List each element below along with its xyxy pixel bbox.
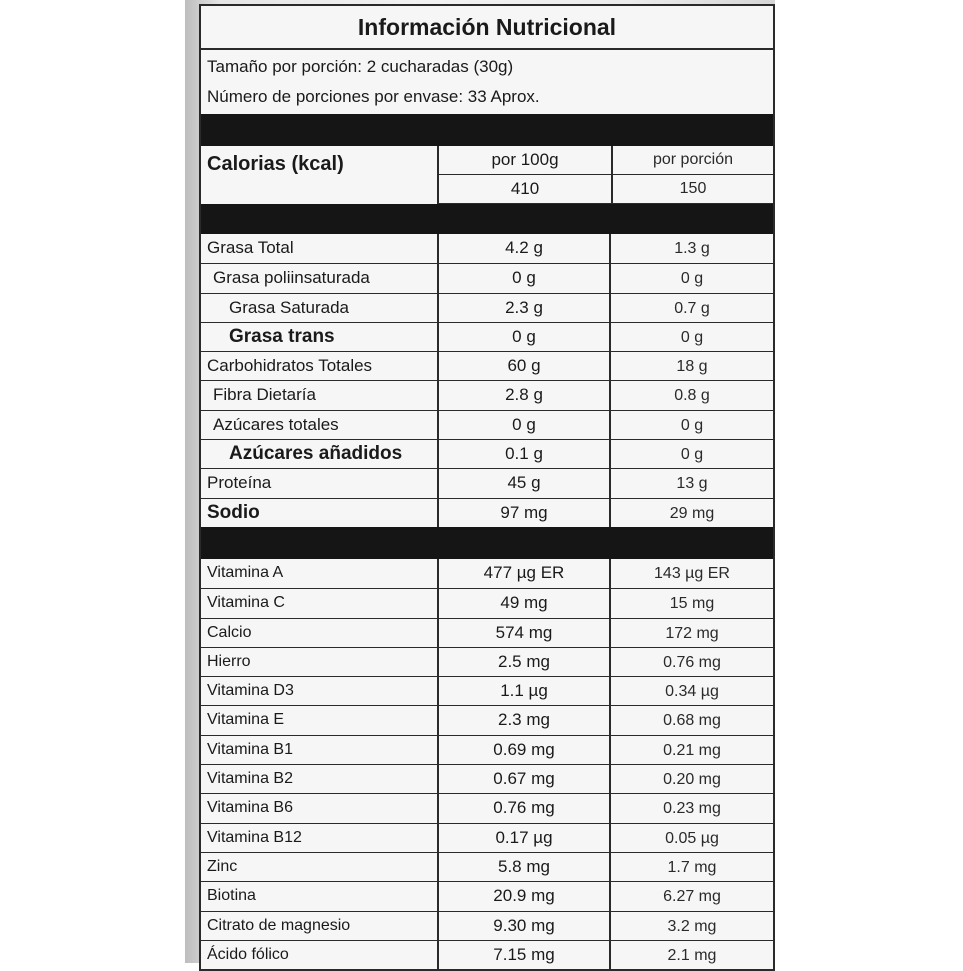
nutrient-name: Proteína <box>201 469 439 497</box>
value-per-portion: 0.20 mg <box>663 771 721 789</box>
value-per-portion: 18 g <box>676 358 708 376</box>
value-per-portion: 0.7 g <box>674 299 710 317</box>
table-row <box>201 881 773 910</box>
nutrient-name: Grasa poliinsaturada <box>201 264 439 292</box>
nutrient-name: Grasa Saturada <box>201 294 439 322</box>
per-100g-header: por 100g <box>439 146 611 175</box>
value-per-portion: 0.34 µg <box>665 683 719 701</box>
separator-bar <box>201 527 773 559</box>
value-per-100g: 0.69 mg <box>439 736 611 764</box>
value-per-100g: 0.67 mg <box>439 765 611 793</box>
table-row <box>201 263 773 292</box>
value-per-100g: 0 g <box>439 264 611 292</box>
table-row <box>201 410 773 439</box>
value-per-100g: 60 g <box>439 352 611 380</box>
value-per-100g: 49 mg <box>439 589 611 617</box>
value-per-100g: 45 g <box>439 469 611 497</box>
calories-100g-column <box>439 146 613 204</box>
value-per-100g: 1.1 µg <box>439 677 611 705</box>
value-per-100g: 2.3 mg <box>439 706 611 734</box>
nutrient-name: Hierro <box>201 648 439 676</box>
value-per-portion: 143 µg ER <box>654 564 730 582</box>
table-row <box>201 676 773 705</box>
calories-row <box>201 146 773 204</box>
nutrient-name: Azúcares añadidos <box>201 440 439 468</box>
table-row <box>201 439 773 468</box>
per-portion-header: por porción <box>613 146 773 175</box>
table-row <box>201 793 773 822</box>
nutrient-name: Calcio <box>201 619 439 647</box>
nutrient-name: Vitamina B6 <box>201 794 439 822</box>
value-per-100g: 574 mg <box>439 619 611 647</box>
value-per-portion: 0.23 mg <box>663 800 721 818</box>
vitamins-section <box>201 559 773 969</box>
serving-size: Tamaño por porción: 2 cucharadas (30g) <box>207 57 514 76</box>
servings-per-container: Número de porciones por envase: 33 Aprox. <box>207 87 540 106</box>
table-row <box>201 852 773 881</box>
nutrient-name: Biotina <box>201 882 439 910</box>
table-row <box>201 940 773 969</box>
calories-portion-column <box>613 146 773 204</box>
value-per-100g: 2.8 g <box>439 381 611 409</box>
table-row <box>201 823 773 852</box>
nutrient-name: Grasa Total <box>201 234 439 263</box>
table-row <box>201 498 773 527</box>
nutrient-name: Vitamina B12 <box>201 824 439 852</box>
table-row <box>201 380 773 409</box>
value-per-portion: 3.2 mg <box>667 917 717 935</box>
table-row <box>201 293 773 322</box>
table-row <box>201 911 773 940</box>
nutrient-name: Vitamina A <box>201 559 439 588</box>
value-per-100g: 0 g <box>439 411 611 439</box>
table-row <box>201 705 773 734</box>
nutrient-name: Grasa trans <box>201 323 439 351</box>
table-row <box>201 322 773 351</box>
nutrient-name: Vitamina E <box>201 706 439 734</box>
value-per-100g: 0.76 mg <box>439 794 611 822</box>
table-row <box>201 234 773 263</box>
value-per-100g: 0 g <box>439 323 611 351</box>
value-per-100g: 2.5 mg <box>439 648 611 676</box>
nutrient-name: Sodio <box>201 499 439 527</box>
nutrient-name: Vitamina B1 <box>201 736 439 764</box>
value-per-portion: 0 g <box>680 446 704 464</box>
table-row <box>201 559 773 588</box>
value-per-100g: 2.3 g <box>439 294 611 322</box>
separator-bar <box>201 114 773 146</box>
value-per-100g: 97 mg <box>439 499 611 527</box>
nutrient-name: Zinc <box>201 853 439 881</box>
nutrient-name: Azúcares totales <box>201 411 439 439</box>
value-per-100g: 0.1 g <box>439 440 611 468</box>
value-per-portion: 2.1 mg <box>667 946 717 964</box>
calories-portion-value: 150 <box>613 175 773 204</box>
value-per-100g: 9.30 mg <box>439 912 611 940</box>
table-row <box>201 588 773 617</box>
nutrients-section <box>201 234 773 527</box>
serving-info <box>201 50 773 114</box>
calories-100g-value: 410 <box>439 175 611 204</box>
value-per-portion: 0.05 µg <box>665 829 719 847</box>
separator-bar <box>201 204 773 234</box>
value-per-portion: 1.3 g <box>674 240 710 257</box>
value-per-portion: 1.7 mg <box>667 858 717 876</box>
table-row <box>201 735 773 764</box>
value-per-portion: 13 g <box>676 475 708 493</box>
nutrient-name: Vitamina D3 <box>201 677 439 705</box>
value-per-portion: 0.8 g <box>674 387 710 405</box>
table-row <box>201 351 773 380</box>
nutrient-name: Vitamina C <box>201 589 439 617</box>
nutrient-name: Carbohidratos Totales <box>201 352 439 380</box>
value-per-portion: 0 g <box>680 270 704 288</box>
value-per-100g: 4.2 g <box>439 234 611 263</box>
value-per-portion: 0.68 mg <box>663 712 721 730</box>
nutrient-name: Ácido fólico <box>201 941 439 969</box>
calories-label: Calorias (kcal) <box>201 146 439 204</box>
value-per-100g: 5.8 mg <box>439 853 611 881</box>
value-per-portion: 0 g <box>680 328 704 346</box>
value-per-portion: 29 mg <box>669 504 715 522</box>
nutrient-name: Fibra Dietaría <box>201 381 439 409</box>
table-row <box>201 468 773 497</box>
value-per-100g: 0.17 µg <box>439 824 611 852</box>
value-per-100g: 477 µg ER <box>439 559 611 588</box>
value-per-portion: 0 g <box>680 416 704 434</box>
table-row <box>201 647 773 676</box>
nutrition-facts-table <box>199 4 775 971</box>
value-per-portion: 6.27 mg <box>663 888 721 906</box>
nutrient-name: Citrato de magnesio <box>201 912 439 940</box>
table-row <box>201 618 773 647</box>
table-row <box>201 764 773 793</box>
value-per-100g: 20.9 mg <box>439 882 611 910</box>
value-per-portion: 0.21 mg <box>663 741 721 759</box>
table-title: Información Nutricional <box>201 6 773 50</box>
value-per-portion: 172 mg <box>665 624 719 642</box>
value-per-100g: 7.15 mg <box>439 941 611 969</box>
value-per-portion: 15 mg <box>669 595 715 613</box>
value-per-portion: 0.76 mg <box>663 653 721 671</box>
nutrient-name: Vitamina B2 <box>201 765 439 793</box>
